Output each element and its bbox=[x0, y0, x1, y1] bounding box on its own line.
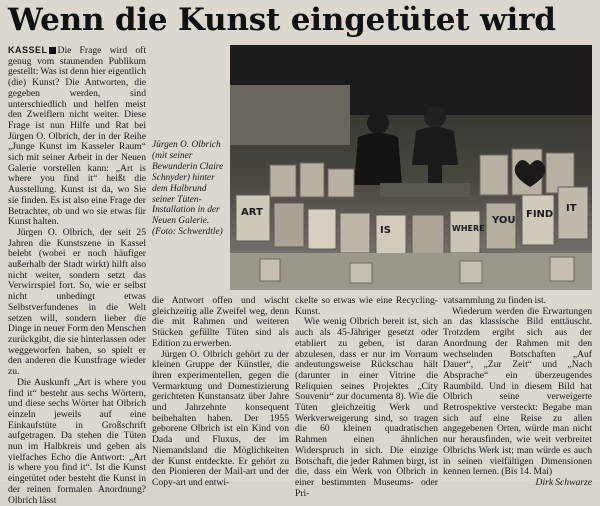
bag-label: IT bbox=[566, 203, 577, 214]
bag-label: YOU bbox=[492, 215, 516, 226]
paragraph: Wie wenig Olbrich bereit ist, sich auch als 45-Jähriger gesetzt oder etabliert zu geben, ist daran abzulesen, dass er nur im Vorraum andeutungsweise Rückschau hält (darunter in einer Vitrine die Reliquien seines Projektes „City Souvenir“ zur documenta 8). Wie die Tüten gleichzeitig Werk und Werkverweigerung sind, so tragen die 60 kleinen quadratischen Rahmen einen ähnlichen Widerspruch in sich. Die einzige Botschaft, die jeder Rahmen birgt, ist die, dass ein Werk von Olbrich in einer bestimmten Museums- oder Pri- bbox=[295, 316, 438, 499]
bag-label: FIND bbox=[526, 209, 554, 220]
author-row bbox=[443, 478, 592, 489]
paragraph: Wiederum werden die Erwartungen an das klassische Bild enttäuscht. Trotzdem ergibt sich aus der Anordnung der Rahmen mit den wechselnden Botschaften „Auf Dauer“, „Zur Zeit“ und „Nach Absprache“ ein überzeugendes Raumbild. Und in diesem Bild hat Olbrich seine verweigerte Retrospektive versteckt: Begabe man sich auf eine Reise zu allen angegebenen Orten, würde man nicht nur herausfinden, wie weit verbreitet Olbrichs Werk ist; man würde es auch in seinen vielfältigen Dimensionen kennen lernen. (Bis 14. Mai) bbox=[443, 305, 592, 478]
article-headline: Wenn die Kunst eingetütet wird bbox=[8, 2, 556, 38]
gallery-installation-image bbox=[230, 45, 592, 290]
article-column-4 bbox=[443, 295, 592, 488]
bag-label: IS bbox=[380, 225, 391, 236]
dateline: KASSEL bbox=[8, 45, 48, 55]
photo-caption bbox=[152, 140, 228, 290]
paragraph: Die Auskunft „Art is where you find it“ besteht aus sechs Wörtern, und diese sechs Wörter hat Olbrich einzeln jeweils auf eine Einkaufstüte in Großschrift aufgetragen. Da stehen die Tüten nun im Halbkreis und geben als vielfaches Echo die Antwort: „Art is where you find it“. Ist die Kunst eingetütet oder besteht die Kunst in der reinen formalen Anordnung? Olbrich lässt bbox=[8, 376, 146, 506]
article-column-3 bbox=[295, 295, 438, 499]
article-column-1 bbox=[8, 45, 146, 506]
paragraph: Jürgen O. Olbrich gehört zu der kleinen Gruppe der Künstler, die ihren experimentellen, gegen die Vermarktung und Domestizierung gerichteten Kunstansatz über Jahre und Jahrzehnte konsequent beibehalten haben. Der 1955 geborene Olbrich ist ein Kind von Dada und Fluxus, der im Niemandsland die Möglichkeiten der Kunst entdeckte. Er gehört zu den Pionieren der Mail-art und der Copy-art und entwi- bbox=[152, 348, 289, 488]
paragraph: die Antwort offen und wischt gleichzeitig alle Zweifel weg, denn die mit Rahmen und weiteren Stücken gefüllte Tüten sind als Edition zu erwerben. bbox=[152, 295, 289, 349]
lead-paragraph bbox=[8, 45, 146, 228]
dateline-square-icon bbox=[49, 47, 56, 54]
paragraph: vatsammlung zu finden ist. bbox=[443, 295, 547, 306]
bag-label: ART bbox=[241, 207, 263, 218]
article-photo bbox=[230, 45, 592, 290]
bag-label: WHERE bbox=[452, 224, 485, 233]
photo-credit: (Foto: Schwerdtle) bbox=[152, 227, 223, 238]
paragraph: ckelte so etwas wie eine Recycling-Kunst. bbox=[295, 295, 438, 317]
article-column-2 bbox=[152, 295, 289, 488]
author-byline: Dirk Schwarze bbox=[535, 476, 592, 488]
lead-text: Die Frage wird oft genug vom staunenden Publikum gestellt: Was ist denn hier eigentlich (die) Kunst? Die Antworten, die gegeben werden, sind unterschiedlich und helfen meist den Zweiflern nicht weiter. Diese Frage ist nun Hilfe und Rat bei Jürgen O. Olbrich, der in der Reihe „Junge Kunst im Kasseler Raum“ sich mit seiner Arbeit in der Neuen Galerie vorstellen kann: „Art is where you find it“ heißt die Ausstellung. Kunst ist da, wo Sie sie finden. Es ist also eine Frage der Betrachter, ob und wo sie etwas für Kunst halten. bbox=[8, 45, 146, 228]
paragraph: Jürgen O. Olbrich, der seit 25 Jahren die Kunstszene in Kassel belebt (wobei er noch häufiger außerhalb der Stadt wirkt) hilft also nicht weiter, sondern setzt das Verwirrspiel fort. So, wie er selbst nicht unbedingt etwas Selbstverfundenes in die Welt setzen will, sondern lieber die Dinge in neuer Form den Menschen zurückgibt, die sie hinterlassen oder weggeworfen haben, so spielt er den anderen die Kunstfrage wieder zu. bbox=[8, 226, 146, 378]
caption-text: Jürgen O. Olbrich (mit seiner Bewunderin Claire Schnyder) hinter dem Halbrund seiner Tüten-Installation in der Neuen Galerie. bbox=[152, 140, 224, 227]
